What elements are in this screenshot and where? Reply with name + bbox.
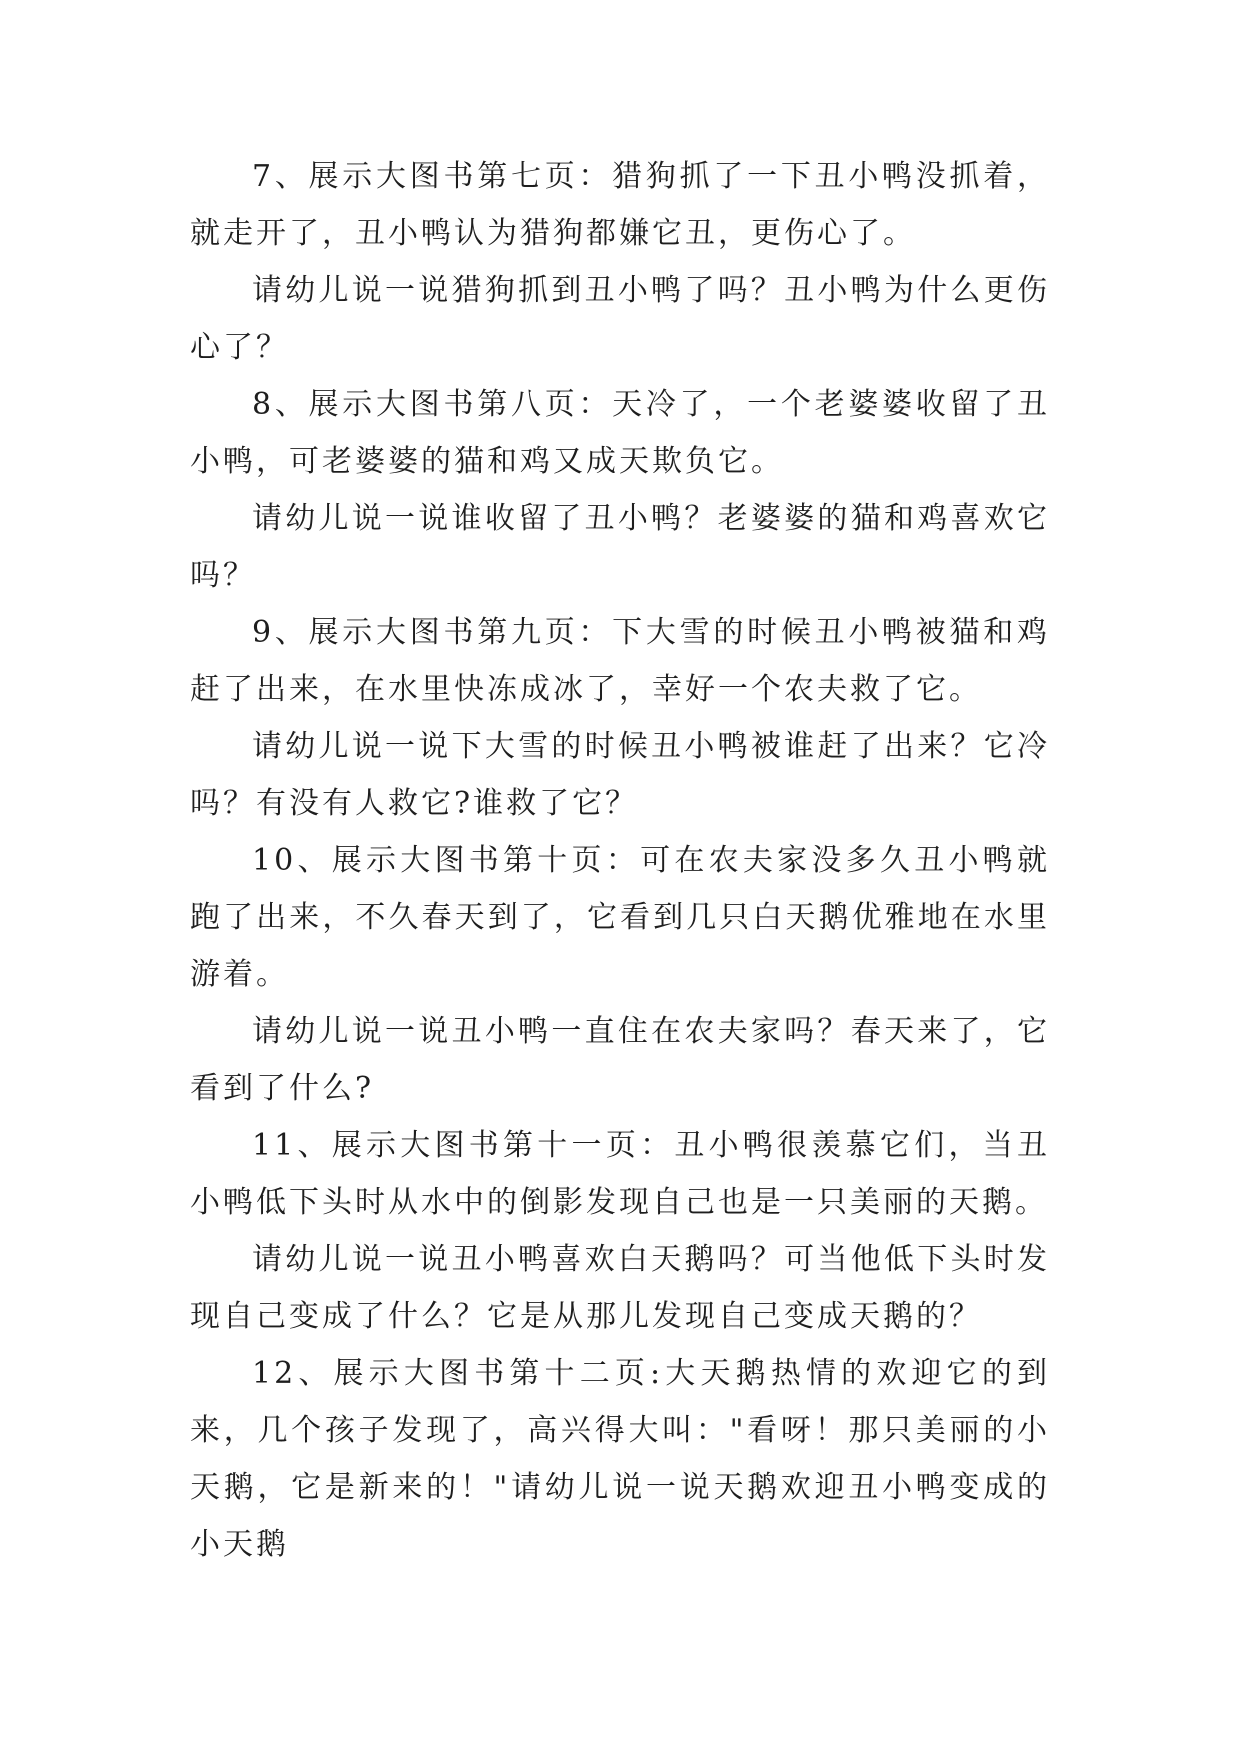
paragraph-question-10: 请幼儿说一说丑小鸭一直住在农夫家吗？春天来了，它看到了什么? [190,1014,1050,1106]
paragraph-step-11: 11、展示大图书第十一页：丑小鸭很羡慕它们，当丑小鸭低下头时从水中的倒影发现自己也是一只美丽的天鹅。 [190,1128,1050,1220]
paragraph-question-11: 请幼儿说一说丑小鸭喜欢白天鹅吗？可当他低下头时发现自己变成了什么？它是从那儿发现自己变成天鹅的？ [190,1242,1050,1334]
paragraph-step-8: 8、展示大图书第八页：天冷了，一个老婆婆收留了丑小鸭，可老婆婆的猫和鸡又成天欺负它。 [190,387,1050,479]
paragraph-question-9: 请幼儿说一说下大雪的时候丑小鸭被谁赶了出来？它冷吗？有没有人救它?谁救了它？ [190,729,1050,821]
document-body [190,148,1050,1573]
paragraph-question-7: 请幼儿说一说猎狗抓到丑小鸭了吗？丑小鸭为什么更伤心了？ [190,273,1050,365]
paragraph-question-8: 请幼儿说一说谁收留了丑小鸭？老婆婆的猫和鸡喜欢它吗？ [190,501,1050,593]
paragraph-step-9: 9、展示大图书第九页：下大雪的时候丑小鸭被猫和鸡赶了出来，在水里快冻成冰了，幸好一个农夫救了它。 [190,615,1050,707]
paragraph-step-12: 12、展示大图书第十二页:大天鹅热情的欢迎它的到来，几个孩子发现了，高兴得大叫："看呀！那只美丽的小天鹅，它是新来的！"请幼儿说一说天鹅欢迎丑小鸭变成的小天鹅 [190,1356,1050,1562]
paragraph-step-7: 7、展示大图书第七页：猎狗抓了一下丑小鸭没抓着，就走开了，丑小鸭认为猎狗都嫌它丑，更伤心了。 [190,159,1050,251]
paragraph-step-10: 10、展示大图书第十页：可在农夫家没多久丑小鸭就跑了出来，不久春天到了，它看到几只白天鹅优雅地在水里游着。 [190,843,1050,992]
